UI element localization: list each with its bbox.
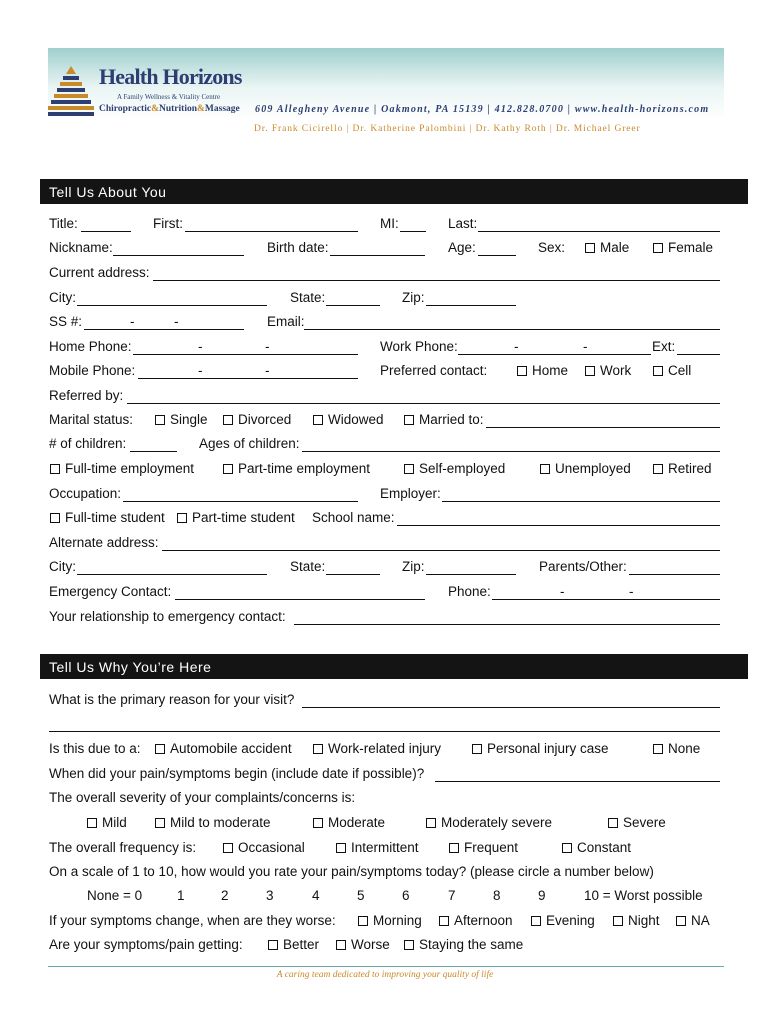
- service-massage: Massage: [204, 104, 240, 114]
- mi-field[interactable]: [400, 231, 426, 232]
- home-phone-field[interactable]: [133, 354, 358, 355]
- better-checkbox[interactable]: [268, 940, 278, 950]
- none-checkbox[interactable]: [653, 744, 663, 754]
- alt-city-label: City:: [49, 559, 76, 574]
- referred-by-field[interactable]: [127, 403, 720, 404]
- personal-injury-label: Personal injury case: [487, 741, 609, 756]
- pain-scale-label: On a scale of 1 to 10, how would you rate your pain/symptoms today? (please circle a number below): [49, 864, 654, 879]
- frequency-label: The overall frequency is:: [49, 840, 197, 855]
- last-name-field[interactable]: [478, 231, 720, 232]
- moderate-checkbox[interactable]: [313, 818, 323, 828]
- pref-home-checkbox[interactable]: [517, 366, 527, 376]
- scale-option-5[interactable]: 5: [357, 888, 365, 903]
- scale-option-7[interactable]: 7: [448, 888, 456, 903]
- service-nutrition: Nutrition: [159, 104, 197, 114]
- part-time-student-checkbox[interactable]: [177, 513, 187, 523]
- zip-label: Zip:: [402, 290, 425, 305]
- single-label: Single: [170, 412, 208, 427]
- auto-accident-label: Automobile accident: [170, 741, 292, 756]
- na-checkbox[interactable]: [676, 916, 686, 926]
- last-name-label: Last:: [448, 216, 478, 231]
- same-checkbox[interactable]: [404, 940, 414, 950]
- employer-field[interactable]: [442, 501, 720, 502]
- birth-date-field[interactable]: [330, 255, 425, 256]
- work-phone-dash-2: -: [583, 339, 588, 354]
- emergency-contact-field[interactable]: [175, 599, 425, 600]
- afternoon-label: Afternoon: [454, 913, 513, 928]
- brand-name: Health Horizons: [99, 64, 242, 89]
- pref-cell-checkbox[interactable]: [653, 366, 663, 376]
- mi-label: MI:: [380, 216, 399, 231]
- worse-time-label: If your symptoms change, when are they worse:: [49, 913, 336, 928]
- home-phone-dash-2: -: [265, 339, 270, 354]
- primary-reason-field-2[interactable]: [49, 731, 720, 732]
- children-ages-label: Ages of children:: [199, 436, 300, 451]
- unemployed-checkbox[interactable]: [540, 464, 550, 474]
- afternoon-checkbox[interactable]: [439, 916, 449, 926]
- mild-moderate-checkbox[interactable]: [155, 818, 165, 828]
- emergency-phone-dash-2: -: [629, 584, 634, 599]
- scale-option-2[interactable]: 2: [221, 888, 229, 903]
- relationship-field[interactable]: [294, 624, 720, 625]
- birth-date-label: Birth date:: [267, 240, 329, 255]
- section-heading-about: Tell Us About You: [40, 179, 748, 204]
- alt-zip-label: Zip:: [402, 559, 425, 574]
- children-count-field[interactable]: [130, 451, 177, 452]
- age-field[interactable]: [478, 255, 516, 256]
- alt-zip-field[interactable]: [426, 574, 516, 575]
- pref-cell-label: Cell: [668, 363, 692, 378]
- preferred-contact-label: Preferred contact:: [380, 363, 488, 378]
- referred-by-label: Referred by:: [49, 388, 124, 403]
- na-label: NA: [691, 913, 710, 928]
- work-phone-dash-1: -: [514, 339, 519, 354]
- divorced-label: Divorced: [238, 412, 292, 427]
- title-label: Title:: [49, 216, 78, 231]
- single-checkbox[interactable]: [155, 415, 165, 425]
- evening-label: Evening: [546, 913, 595, 928]
- better-label: Better: [283, 937, 320, 952]
- scale-option-8[interactable]: 8: [493, 888, 501, 903]
- work-phone-label: Work Phone:: [380, 339, 458, 354]
- evening-checkbox[interactable]: [531, 916, 541, 926]
- moderate-label: Moderate: [328, 815, 386, 830]
- mobile-phone-dash-1: -: [198, 363, 203, 378]
- city-field[interactable]: [77, 305, 267, 306]
- part-time-employment-label: Part-time employment: [238, 461, 371, 476]
- parents-other-field[interactable]: [629, 574, 720, 575]
- constant-label: Constant: [577, 840, 632, 855]
- self-employed-checkbox[interactable]: [404, 464, 414, 474]
- work-injury-checkbox[interactable]: [313, 744, 323, 754]
- emergency-phone-dash-1: -: [560, 584, 565, 599]
- mobile-phone-dash-2: -: [265, 363, 270, 378]
- services-list: Chiropractic&Nutrition&Massage: [99, 104, 240, 114]
- primary-reason-field[interactable]: [302, 707, 720, 708]
- ext-label: Ext:: [652, 339, 676, 354]
- male-label: Male: [600, 240, 630, 255]
- scale-option-4[interactable]: 4: [312, 888, 320, 903]
- footer-divider: [48, 966, 724, 967]
- part-time-employment-checkbox[interactable]: [223, 464, 233, 474]
- city-label: City:: [49, 290, 76, 305]
- same-label: Staying the same: [419, 937, 524, 952]
- due-to-label: Is this due to a:: [49, 741, 141, 756]
- email-field[interactable]: [304, 329, 720, 330]
- self-employed-label: Self-employed: [419, 461, 506, 476]
- symptoms-began-label: When did your pain/symptoms begin (include date if possible)?: [49, 766, 425, 781]
- symptoms-trend-label: Are your symptoms/pain getting:: [49, 937, 243, 952]
- work-phone-field[interactable]: [458, 354, 651, 355]
- full-time-employment-label: Full-time employment: [65, 461, 195, 476]
- frequent-label: Frequent: [464, 840, 519, 855]
- retired-label: Retired: [668, 461, 712, 476]
- mild-checkbox[interactable]: [87, 818, 97, 828]
- work-injury-label: Work-related injury: [328, 741, 442, 756]
- moderately-severe-label: Moderately severe: [441, 815, 553, 830]
- personal-injury-checkbox[interactable]: [472, 744, 482, 754]
- service-chiropractic: Chiropractic: [99, 104, 152, 114]
- scale-option-0[interactable]: None = 0: [87, 888, 143, 903]
- ext-field[interactable]: [677, 354, 720, 355]
- alt-state-label: State:: [290, 559, 326, 574]
- current-address-label: Current address:: [49, 265, 150, 280]
- zip-field[interactable]: [426, 305, 516, 306]
- alt-city-field[interactable]: [77, 574, 267, 575]
- occasional-label: Occasional: [238, 840, 305, 855]
- home-phone-label: Home Phone:: [49, 339, 132, 354]
- occupation-field[interactable]: [123, 501, 358, 502]
- full-time-student-checkbox[interactable]: [50, 513, 60, 523]
- female-checkbox[interactable]: [653, 243, 663, 253]
- married-checkbox[interactable]: [404, 415, 414, 425]
- state-field[interactable]: [326, 305, 380, 306]
- unemployed-label: Unemployed: [555, 461, 631, 476]
- primary-reason-label: What is the primary reason for your visit?: [49, 692, 295, 707]
- alt-state-field[interactable]: [326, 574, 380, 575]
- brand-tagline: A Family Wellness & Vitality Centre: [117, 93, 221, 101]
- contact-line: 609 Allegheny Avenue | Oakmont, PA 15139 | 412.828.0700 | www.health-horizons.com: [255, 104, 710, 115]
- first-name-label: First:: [153, 216, 183, 231]
- logo-pyramid-icon: [48, 64, 94, 120]
- retired-checkbox[interactable]: [653, 464, 663, 474]
- doctors-line: Dr. Frank Cicirello | Dr. Katherine Palombini | Dr. Kathy Roth | Dr. Michael Greer: [254, 124, 641, 134]
- full-time-student-label: Full-time student: [65, 510, 165, 525]
- scale-option-10[interactable]: 10 = Worst possible: [584, 888, 703, 903]
- ssn-field[interactable]: [84, 329, 244, 330]
- morning-label: Morning: [373, 913, 422, 928]
- scale-option-1[interactable]: 1: [177, 888, 185, 903]
- widowed-label: Widowed: [328, 412, 384, 427]
- employer-label: Employer:: [380, 486, 441, 501]
- current-address-field[interactable]: [153, 280, 720, 281]
- occasional-checkbox[interactable]: [223, 843, 233, 853]
- severe-checkbox[interactable]: [608, 818, 618, 828]
- female-label: Female: [668, 240, 714, 255]
- morning-checkbox[interactable]: [358, 916, 368, 926]
- age-label: Age:: [448, 240, 476, 255]
- part-time-student-label: Part-time student: [192, 510, 295, 525]
- pref-home-label: Home: [532, 363, 569, 378]
- frequent-checkbox[interactable]: [449, 843, 459, 853]
- children-count-label: # of children:: [49, 436, 127, 451]
- section-heading-why-here: Tell Us Why You’re Here: [40, 654, 748, 679]
- parents-other-label: Parents/Other:: [539, 559, 627, 574]
- state-label: State:: [290, 290, 326, 305]
- email-label: Email:: [267, 314, 305, 329]
- auto-accident-checkbox[interactable]: [155, 744, 165, 754]
- severe-label: Severe: [623, 815, 666, 830]
- mild-moderate-label: Mild to moderate: [170, 815, 271, 830]
- nickname-label: Nickname:: [49, 240, 113, 255]
- emergency-phone-label: Phone:: [448, 584, 491, 599]
- mobile-phone-field[interactable]: [138, 378, 358, 379]
- scale-option-3[interactable]: 3: [266, 888, 274, 903]
- mild-label: Mild: [102, 815, 127, 830]
- home-phone-dash-1: -: [198, 339, 203, 354]
- scale-option-9[interactable]: 9: [538, 888, 546, 903]
- footer-slogan: A caring team dedicated to improving your quality of life: [276, 970, 494, 980]
- children-ages-field[interactable]: [302, 451, 720, 452]
- marital-status-label: Marital status:: [49, 412, 134, 427]
- full-time-employment-checkbox[interactable]: [50, 464, 60, 474]
- relationship-label: Your relationship to emergency contact:: [49, 609, 286, 624]
- widowed-checkbox[interactable]: [313, 415, 323, 425]
- night-label: Night: [628, 913, 660, 928]
- pref-work-label: Work: [600, 363, 632, 378]
- sex-label: Sex:: [538, 240, 566, 255]
- married-to-label: Married to:: [419, 412, 484, 427]
- mobile-phone-label: Mobile Phone:: [49, 363, 136, 378]
- school-name-field[interactable]: [397, 525, 720, 526]
- severity-label: The overall severity of your complaints/concerns is:: [49, 790, 356, 805]
- worse-label: Worse: [351, 937, 390, 952]
- moderately-severe-checkbox[interactable]: [426, 818, 436, 828]
- intermittent-label: Intermittent: [351, 840, 419, 855]
- first-name-field[interactable]: [185, 231, 358, 232]
- ssn-label: SS #:: [49, 314, 83, 329]
- pref-work-checkbox[interactable]: [585, 366, 595, 376]
- male-checkbox[interactable]: [585, 243, 595, 253]
- intermittent-checkbox[interactable]: [336, 843, 346, 853]
- emergency-contact-label: Emergency Contact:: [49, 584, 172, 599]
- divorced-checkbox[interactable]: [223, 415, 233, 425]
- school-name-label: School name:: [312, 510, 395, 525]
- occupation-label: Occupation:: [49, 486, 122, 501]
- ssn-dash-2: -: [174, 314, 179, 329]
- alternate-address-label: Alternate address:: [49, 535, 159, 550]
- nickname-field[interactable]: [113, 255, 244, 256]
- night-checkbox[interactable]: [613, 916, 623, 926]
- married-to-field[interactable]: [486, 427, 720, 428]
- alternate-address-field[interactable]: [162, 550, 720, 551]
- title-field[interactable]: [81, 231, 131, 232]
- scale-option-6[interactable]: 6: [402, 888, 410, 903]
- symptoms-began-field[interactable]: [435, 781, 720, 782]
- ssn-dash-1: -: [130, 314, 135, 329]
- none-label: None: [668, 741, 701, 756]
- worse-checkbox[interactable]: [336, 940, 346, 950]
- constant-checkbox[interactable]: [562, 843, 572, 853]
- emergency-phone-field[interactable]: [492, 599, 720, 600]
